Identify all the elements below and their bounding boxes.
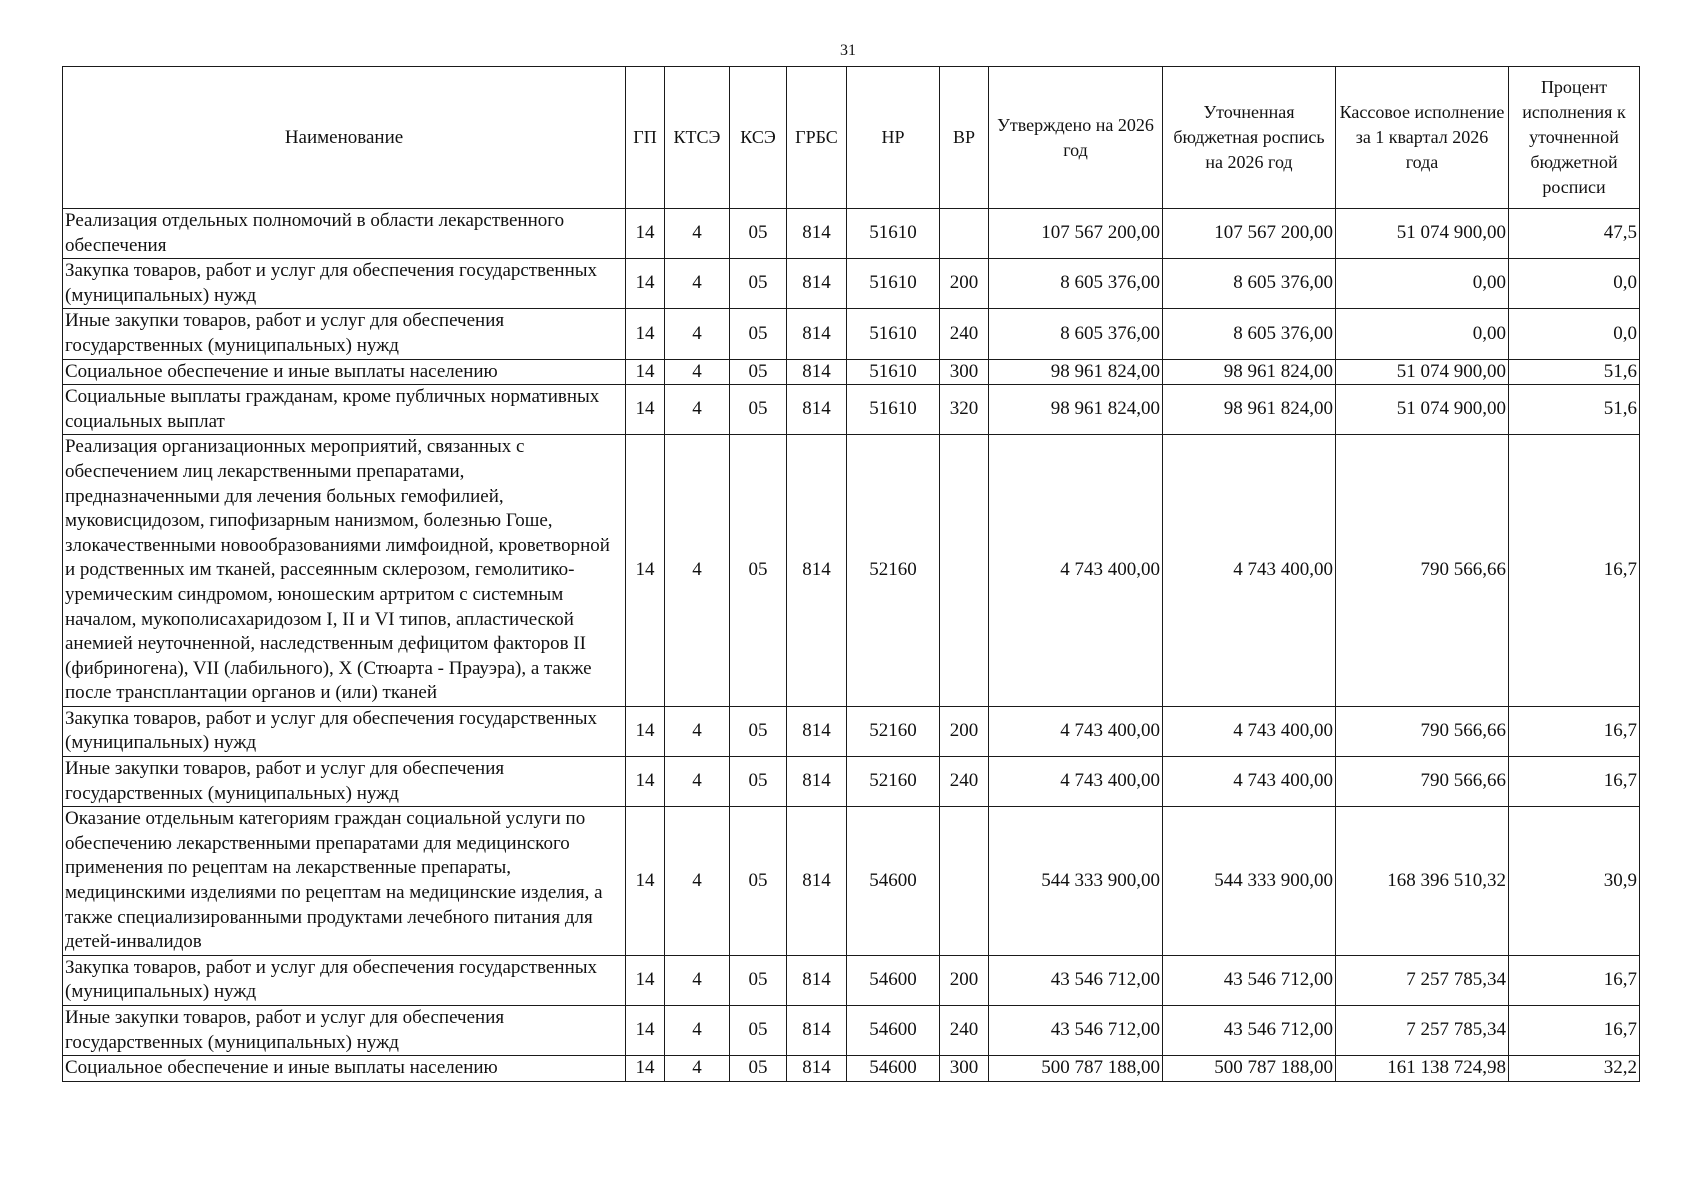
cell-cash: 790 566,66 [1336, 435, 1509, 707]
cell-ktse: 4 [665, 209, 730, 259]
cell-vr [940, 807, 989, 956]
cell-vr: 200 [940, 259, 989, 309]
cell-approved: 107 567 200,00 [989, 209, 1163, 259]
cell-refined: 8 605 376,00 [1163, 309, 1336, 359]
cell-vr: 300 [940, 1056, 989, 1082]
cell-refined: 500 787 188,00 [1163, 1056, 1336, 1082]
cell-ktse: 4 [665, 259, 730, 309]
cell-refined: 544 333 900,00 [1163, 807, 1336, 956]
cell-percent: 16,7 [1509, 435, 1640, 707]
cell-vr: 240 [940, 309, 989, 359]
cell-approved: 4 743 400,00 [989, 435, 1163, 707]
cell-refined: 4 743 400,00 [1163, 757, 1336, 807]
table-row [63, 359, 1640, 385]
header-cash: Кассовое исполнение за 1 квартал 2026 года [1336, 67, 1509, 209]
cell-name: Иные закупки товаров, работ и услуг для обеспечения государственных (муниципальных) нужд [63, 1006, 626, 1056]
cell-name: Социальное обеспечение и иные выплаты населению [63, 359, 626, 385]
cell-name: Иные закупки товаров, работ и услуг для обеспечения государственных (муниципальных) нужд [63, 757, 626, 807]
cell-name: Реализация организационных мероприятий, связанных с обеспечением лиц лекарственными препаратами, предназначенными для лечения больных гемофилией, муковисцидозом, гипофизарным нанизмом, болезнью Гоше, злокачественными новообразованиями лимфоидной, кроветворной и родственных им тканей, рассеянным склерозом, гемолитико-уремическим синдромом, юношеским артритом с системным началом, мукополисахаридозом I, II и VI типов, апластической анемией неуточненной, наследственным дефицитом факторов II (фибриногена), VII (лабильного), X (Стюарта - Прауэра), а также после трансплантации органов и (или) тканей [63, 435, 626, 707]
table-row [63, 385, 1640, 435]
header-grbs: ГРБС [787, 67, 847, 209]
cell-refined: 4 743 400,00 [1163, 435, 1336, 707]
table-row [63, 209, 1640, 259]
cell-nr: 51610 [847, 359, 940, 385]
cell-cash: 0,00 [1336, 309, 1509, 359]
table-row [63, 1056, 1640, 1082]
cell-kse: 05 [730, 1006, 787, 1056]
header-nr: НР [847, 67, 940, 209]
cell-nr: 51610 [847, 209, 940, 259]
cell-cash: 7 257 785,34 [1336, 1006, 1509, 1056]
cell-gp: 14 [626, 757, 665, 807]
cell-percent: 47,5 [1509, 209, 1640, 259]
cell-grbs: 814 [787, 259, 847, 309]
cell-nr: 52160 [847, 435, 940, 707]
cell-name: Реализация отдельных полномочий в области лекарственного обеспечения [63, 209, 626, 259]
cell-ktse: 4 [665, 757, 730, 807]
cell-nr: 54600 [847, 1006, 940, 1056]
cell-percent: 51,6 [1509, 385, 1640, 435]
cell-nr: 54600 [847, 955, 940, 1005]
cell-grbs: 814 [787, 1006, 847, 1056]
cell-grbs: 814 [787, 706, 847, 756]
cell-ktse: 4 [665, 955, 730, 1005]
cell-gp: 14 [626, 955, 665, 1005]
cell-grbs: 814 [787, 807, 847, 956]
cell-name: Закупка товаров, работ и услуг для обеспечения государственных (муниципальных) нужд [63, 706, 626, 756]
cell-gp: 14 [626, 385, 665, 435]
cell-vr: 300 [940, 359, 989, 385]
cell-name: Социальные выплаты гражданам, кроме публичных нормативных социальных выплат [63, 385, 626, 435]
cell-approved: 4 743 400,00 [989, 706, 1163, 756]
cell-percent: 0,0 [1509, 309, 1640, 359]
cell-cash: 51 074 900,00 [1336, 209, 1509, 259]
cell-nr: 54600 [847, 807, 940, 956]
cell-vr: 200 [940, 706, 989, 756]
cell-cash: 168 396 510,32 [1336, 807, 1509, 956]
cell-percent: 0,0 [1509, 259, 1640, 309]
cell-refined: 43 546 712,00 [1163, 955, 1336, 1005]
cell-vr: 240 [940, 757, 989, 807]
cell-cash: 790 566,66 [1336, 706, 1509, 756]
cell-refined: 98 961 824,00 [1163, 359, 1336, 385]
table-row [63, 309, 1640, 359]
table-row [63, 706, 1640, 756]
cell-percent: 16,7 [1509, 706, 1640, 756]
cell-kse: 05 [730, 435, 787, 707]
cell-ktse: 4 [665, 359, 730, 385]
table-row [63, 807, 1640, 956]
cell-nr: 51610 [847, 259, 940, 309]
cell-refined: 4 743 400,00 [1163, 706, 1336, 756]
cell-kse: 05 [730, 757, 787, 807]
cell-gp: 14 [626, 435, 665, 707]
cell-percent: 32,2 [1509, 1056, 1640, 1082]
cell-name: Социальное обеспечение и иные выплаты населению [63, 1056, 626, 1082]
cell-kse: 05 [730, 385, 787, 435]
header-name: Наименование [63, 67, 626, 209]
cell-gp: 14 [626, 359, 665, 385]
cell-grbs: 814 [787, 757, 847, 807]
cell-vr: 240 [940, 1006, 989, 1056]
cell-approved: 98 961 824,00 [989, 385, 1163, 435]
cell-kse: 05 [730, 955, 787, 1005]
cell-gp: 14 [626, 706, 665, 756]
header-approved: Утверждено на 2026 год [989, 67, 1163, 209]
cell-nr: 54600 [847, 1056, 940, 1082]
cell-vr: 320 [940, 385, 989, 435]
cell-ktse: 4 [665, 435, 730, 707]
cell-cash: 161 138 724,98 [1336, 1056, 1509, 1082]
header-ktse: КТСЭ [665, 67, 730, 209]
table-header [63, 67, 1640, 209]
cell-approved: 4 743 400,00 [989, 757, 1163, 807]
cell-approved: 43 546 712,00 [989, 955, 1163, 1005]
cell-vr [940, 209, 989, 259]
cell-ktse: 4 [665, 706, 730, 756]
cell-percent: 30,9 [1509, 807, 1640, 956]
cell-approved: 8 605 376,00 [989, 259, 1163, 309]
cell-cash: 790 566,66 [1336, 757, 1509, 807]
cell-nr: 51610 [847, 309, 940, 359]
cell-refined: 107 567 200,00 [1163, 209, 1336, 259]
header-vr: ВР [940, 67, 989, 209]
cell-refined: 98 961 824,00 [1163, 385, 1336, 435]
cell-percent: 16,7 [1509, 1006, 1640, 1056]
cell-percent: 16,7 [1509, 955, 1640, 1005]
cell-approved: 544 333 900,00 [989, 807, 1163, 956]
cell-kse: 05 [730, 1056, 787, 1082]
cell-grbs: 814 [787, 1056, 847, 1082]
cell-kse: 05 [730, 259, 787, 309]
cell-cash: 51 074 900,00 [1336, 359, 1509, 385]
cell-ktse: 4 [665, 1056, 730, 1082]
cell-grbs: 814 [787, 435, 847, 707]
cell-ktse: 4 [665, 385, 730, 435]
cell-vr: 200 [940, 955, 989, 1005]
cell-cash: 0,00 [1336, 259, 1509, 309]
cell-grbs: 814 [787, 209, 847, 259]
cell-gp: 14 [626, 259, 665, 309]
cell-kse: 05 [730, 309, 787, 359]
cell-ktse: 4 [665, 309, 730, 359]
cell-approved: 98 961 824,00 [989, 359, 1163, 385]
cell-refined: 43 546 712,00 [1163, 1006, 1336, 1056]
budget-table [62, 66, 1640, 1082]
cell-kse: 05 [730, 359, 787, 385]
header-kse: КСЭ [730, 67, 787, 209]
table-row [63, 1006, 1640, 1056]
cell-gp: 14 [626, 309, 665, 359]
cell-grbs: 814 [787, 309, 847, 359]
cell-approved: 8 605 376,00 [989, 309, 1163, 359]
cell-grbs: 814 [787, 359, 847, 385]
cell-cash: 7 257 785,34 [1336, 955, 1509, 1005]
cell-name: Закупка товаров, работ и услуг для обеспечения государственных (муниципальных) нужд [63, 955, 626, 1005]
cell-percent: 51,6 [1509, 359, 1640, 385]
table-row [63, 955, 1640, 1005]
cell-nr: 51610 [847, 385, 940, 435]
cell-gp: 14 [626, 1006, 665, 1056]
cell-nr: 52160 [847, 706, 940, 756]
table-row [63, 757, 1640, 807]
cell-gp: 14 [626, 209, 665, 259]
cell-gp: 14 [626, 1056, 665, 1082]
cell-cash: 51 074 900,00 [1336, 385, 1509, 435]
header-gp: ГП [626, 67, 665, 209]
page-number: 31 [840, 42, 856, 59]
cell-grbs: 814 [787, 955, 847, 1005]
cell-kse: 05 [730, 807, 787, 956]
cell-approved: 43 546 712,00 [989, 1006, 1163, 1056]
cell-kse: 05 [730, 209, 787, 259]
cell-vr [940, 435, 989, 707]
table-row [63, 435, 1640, 707]
cell-gp: 14 [626, 807, 665, 956]
header-refined: Уточненная бюджетная роспись на 2026 год [1163, 67, 1336, 209]
cell-name: Закупка товаров, работ и услуг для обеспечения государственных (муниципальных) нужд [63, 259, 626, 309]
cell-approved: 500 787 188,00 [989, 1056, 1163, 1082]
cell-name: Оказание отдельным категориям граждан социальной услуги по обеспечению лекарственными препаратами для медицинского применения по рецептам на лекарственные препараты, медицинскими изделиями по рецептам на медицинские изделия, а также специализированными продуктами лечебного питания для детей-инвалидов [63, 807, 626, 956]
cell-ktse: 4 [665, 1006, 730, 1056]
cell-nr: 52160 [847, 757, 940, 807]
cell-refined: 8 605 376,00 [1163, 259, 1336, 309]
cell-grbs: 814 [787, 385, 847, 435]
header-percent: Процент исполнения к уточненной бюджетной росписи [1509, 67, 1640, 209]
cell-ktse: 4 [665, 807, 730, 956]
cell-name: Иные закупки товаров, работ и услуг для обеспечения государственных (муниципальных) нужд [63, 309, 626, 359]
table-body [63, 209, 1640, 1082]
cell-kse: 05 [730, 706, 787, 756]
table-row [63, 259, 1640, 309]
cell-percent: 16,7 [1509, 757, 1640, 807]
